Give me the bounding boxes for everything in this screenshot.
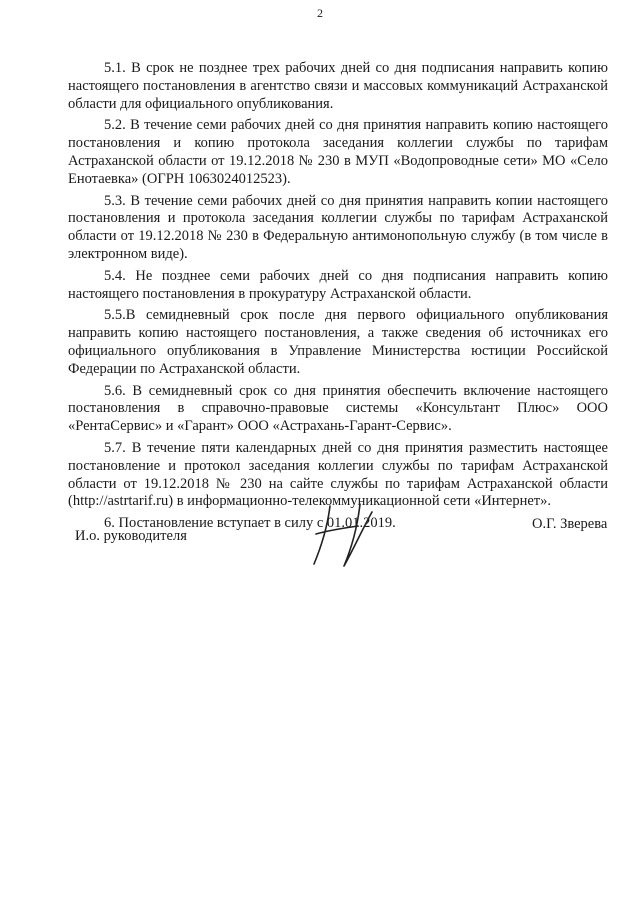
paragraph-5-1: 5.1. В срок не позднее трех рабочих дней со дня подписания направить копию настоящего постановления в агентство связи и массовых коммуникаций Астраханской области для официального опубликования.: [68, 60, 608, 112]
signer-title: И.о. руководителя: [75, 528, 187, 544]
document-body: [68, 60, 608, 537]
paragraph-6: 6. Постановление вступает в силу с 01.01.2019.: [104, 515, 396, 532]
paragraph-5-6: 5.6. В семидневный срок со дня принятия обеспечить включение настоящего постановления в справочно-правовые системы «Консультант Плюс» ООО «РентаСервис» и «Гарант» ООО «Астрахань-Гарант-Сервис».: [68, 382, 608, 435]
paragraph-5-2: 5.2. В течение семи рабочих дней со дня принятия направить копию настоящего постановления и копию протокола заседания коллегии службы по тарифам Астраханской области от 19.12.2018 № 230 в МУП «Водопроводные сети» МО «Село Енотаевка» (ОГРН 1063024012523).: [68, 117, 608, 187]
paragraph-5-3: 5.3. В течение семи рабочих дней со дня принятия направить копии настоящего постановления и протокола заседания коллегии службы по тарифам Астраханской области от 19.12.2018 № 230 в Федеральную антимонопольную службу (в том числе в электронном виде).: [68, 192, 608, 262]
paragraph-5-5: 5.5.В семидневный срок после дня первого официального опубликования направить копию настоящего постановления, а также сведения об источниках его официального опубликования в Управление Министерства юстиции Российской Федерации по Астраханской области.: [68, 307, 608, 377]
paragraph-5-7: 5.7. В течение пяти календарных дней со дня принятия разместить настоящее постановление и протокол заседания коллегии службы по тарифам Астраханской области от 19.12.2018 № 230 на сайте службы по тарифам Астраханской области (http://astrtarif.ru) в информационно-телекоммуникационной сети «Интернет».: [68, 439, 608, 510]
page-number: 2: [317, 6, 323, 20]
paragraph-5-4: 5.4. Не позднее семи рабочих дней со дня подписания направить копию настоящего постановления в прокуратуру Астраханской области.: [68, 267, 608, 302]
handwritten-signature: [300, 500, 390, 570]
signer-name: О.Г. Зверева: [532, 516, 608, 532]
